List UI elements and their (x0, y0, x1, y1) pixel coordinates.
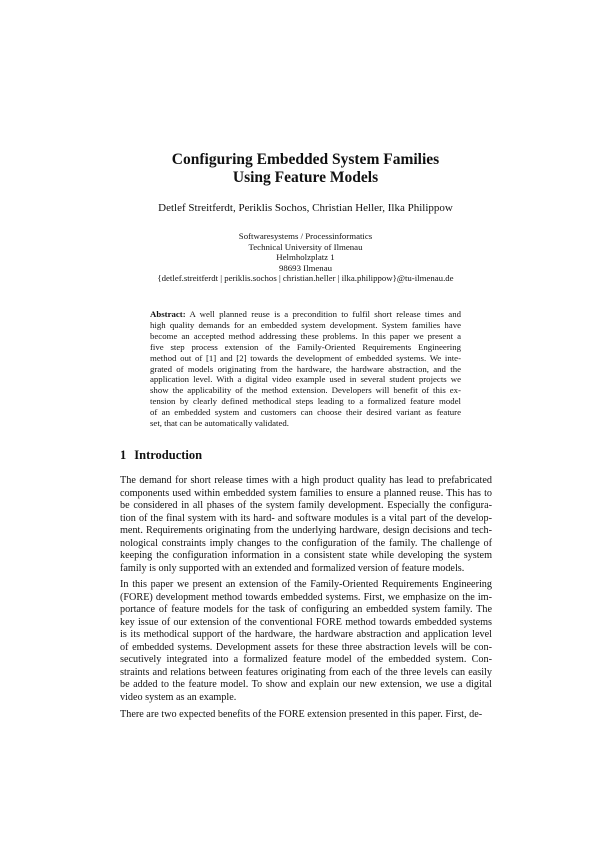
paragraph-line: The demand for short release times with a high product quality has lead to prefabricated (120, 475, 492, 486)
section-heading (120, 448, 202, 463)
abstract-line: of an embedded system and customers can choose their desired variant as feature (150, 407, 461, 418)
abstract-line: show the applicability of the method extension. Developers will benefit of this ex- (150, 385, 461, 396)
paper-title-line-1: Configuring Embedded System Families (171, 151, 440, 168)
paragraph-line: be added to the feature model. To show and explain our new extension, we use a digital (120, 679, 492, 690)
abstract-line: set, that can be automatically validated. (150, 418, 289, 429)
affiliation-university: Technical University of Ilmenau (248, 241, 363, 252)
abstract-line (150, 309, 461, 320)
abstract-line: method out of [1] and [2] towards the development of embedded systems. We inte- (150, 352, 461, 363)
affiliation-emails: {detlef.streitferdt | periklis.sochos | christian.heller | ilka.philippow}@tu-ilmenau.de (157, 273, 454, 283)
body-paragraph-3 (120, 709, 492, 722)
body-paragraph-2 (120, 579, 492, 704)
abstract-line: high quality demands for an embedded system development. System families have (150, 319, 461, 330)
paragraph-line: be considered in all phases of the system family development. Especially the configura- (120, 500, 492, 511)
paragraph-line: (FORE) development method towards embedded systems. First, we emphasize on the im- (120, 591, 492, 603)
paragraph-line: straints and relations between features originating from each of the three levels can easily (120, 666, 492, 678)
paragraph-line: nological constraints imply changes to the configuration of the family. The challenge of (120, 537, 492, 549)
paragraph-line: of embedded systems. Development assets for these three abstraction levels will be con- (120, 641, 492, 653)
abstract-label: Abstract: (150, 309, 186, 319)
affiliation-city: 98693 Ilmenau (278, 262, 332, 273)
body-paragraph-1 (120, 475, 492, 575)
paragraph-line: video system as an example. (120, 691, 237, 703)
paragraph-line: ment. Requirements originating from the underlying hardware, design decisions and tech- (120, 525, 492, 536)
abstract-line: become an accepted method addressing these problems. In this paper we present a (150, 330, 461, 341)
paragraph-line: secutively integrated into a formalized feature model of the embedded system. Con- (120, 654, 492, 665)
affiliation-street: Helmholzplatz 1 (276, 252, 335, 262)
paragraph-line: keeping the configuration information in a consistent state while developing the system (120, 550, 492, 561)
author-list: Detlef Streitferdt, Periklis Sochos, Christian Heller, Ilka Philippow (158, 202, 453, 214)
paragraph-line: tion of the final system with its hard- and software modules is a vital part of the develop- (120, 512, 492, 524)
abstract-line-text: A well planned reuse is a precondition to fulfil short release times and (185, 309, 461, 319)
paragraph-line: is its methodical support of the hardware, the hardware abstraction and application level (120, 629, 492, 640)
section-number: 1 (120, 448, 127, 462)
paragraph-line: portance of feature models for the task of configuring an embedded system family. The (120, 604, 492, 615)
affiliation-department: Softwaresystems / Processinformatics (238, 231, 373, 241)
paragraph-line: family is only supported with an extended and formalized version of feature models. (120, 562, 465, 574)
paragraph-line: key issue of our extension of the conventional FORE method towards embedded systems (120, 616, 492, 628)
abstract-line: grated of models originating from the hardware, the hardware abstraction, and the (150, 363, 461, 374)
paragraph-line: There are two expected benefits of the FORE extension presented in this paper. First, de- (120, 709, 483, 720)
paragraph-line: In this paper we present an extension of the Family-Oriented Requirements Engineering (120, 579, 492, 590)
abstract-line: tension by clearly defined methodical steps leading to a formalized feature model (150, 396, 461, 407)
abstract-line: five step process extension of the Family-Oriented Requirements Engineering (150, 341, 461, 352)
abstract (150, 309, 461, 429)
paragraph-line: components used within embedded system families to ensure a planned reuse. This has to (120, 487, 492, 499)
section-title: Introduction (134, 448, 203, 462)
paper-title-line-2: Using Feature Models (232, 169, 379, 186)
abstract-line: application level. With a digital video example used in several student projects we (150, 374, 461, 385)
